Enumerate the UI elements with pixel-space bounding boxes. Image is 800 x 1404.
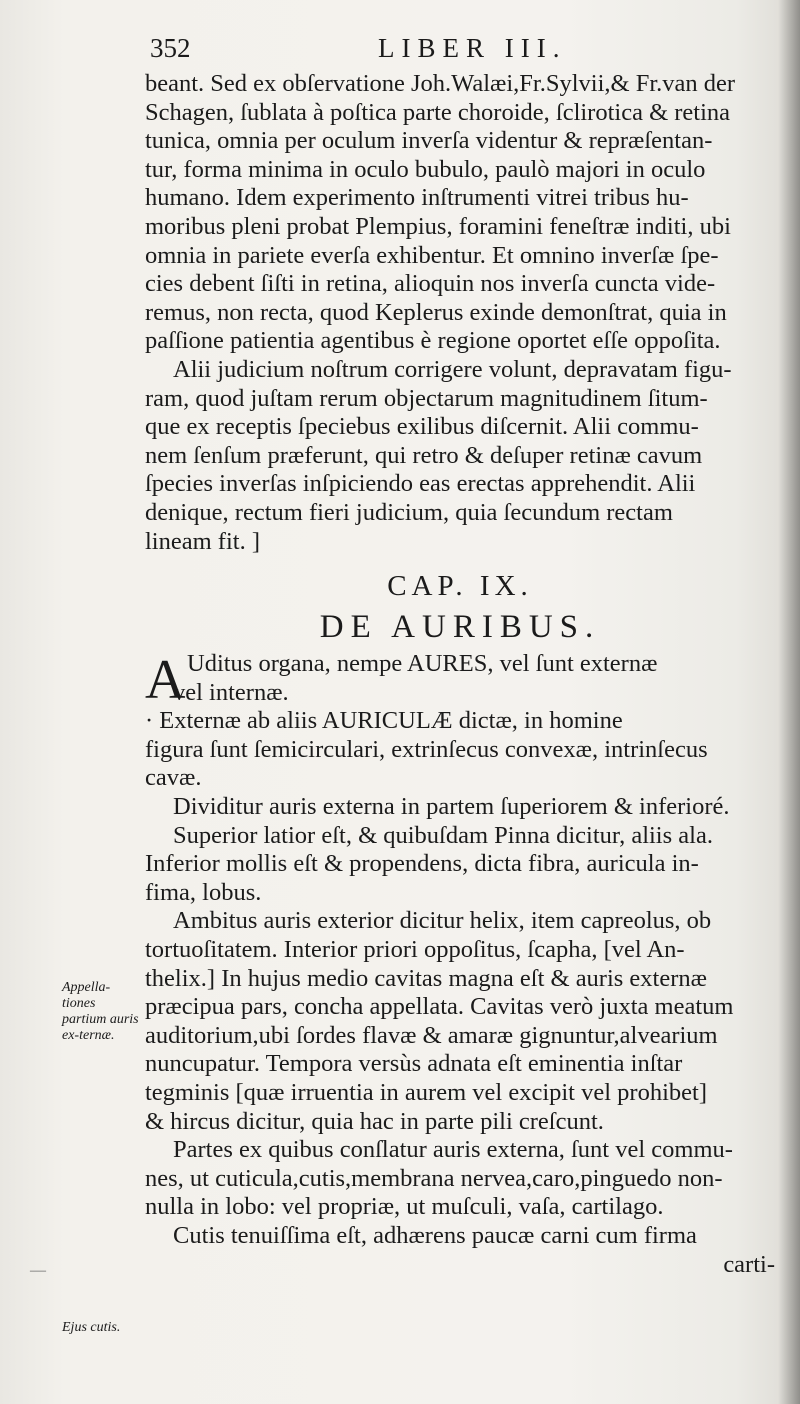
page-header: [150, 30, 750, 66]
running-head: LIBER III.: [378, 33, 567, 63]
text-line: carti-: [723, 1250, 775, 1278]
text-line: omnia in pariete everſa exhibentur. Et omnino inverſæ ſpe-: [145, 241, 719, 269]
text-line: tegminis [quæ irruentia in aurem vel excipit vel prohibet]: [145, 1079, 707, 1106]
text-line: figura ſunt ſemicirculari, extrinſecus convexæ, intrinſecus: [145, 735, 708, 763]
text-line: humano. Idem experimento inſtrumenti vitrei tribus hu-: [145, 184, 689, 212]
text-line: Superior latior eſt, & quibuſdam Pinna dicitur, aliis ala.: [173, 821, 713, 849]
text-line: beant. Sed ex obſervatione Joh.Walæi,Fr.Sylvii,& Fr.van der: [145, 70, 736, 97]
chapter-label: CAP. IX.: [387, 570, 533, 603]
text-line: remus, non recta, quod Keplerus exinde demonſtrat, quia in: [145, 298, 727, 326]
text-line: vel internæ.: [173, 678, 289, 706]
text-line: tortuoſitatem. Interior priori oppoſitus, ſcapha, [vel An-: [145, 936, 685, 964]
margin-note-cutis: Ejus cutis.: [62, 1320, 121, 1335]
margin-mark: —: [30, 1262, 46, 1279]
text-line: Dividitur auris externa in partem ſuperiorem & inferioré.: [173, 793, 730, 821]
text-line: Alii judicium noſtrum corrigere volunt, depravatam figu-: [173, 355, 732, 383]
text-line: Ambitus auris exterior dicitur helix, item capreolus, ob: [173, 907, 712, 935]
text-line: Cutis tenuiſſima eſt, adhærens paucæ carni cum firma: [173, 1221, 697, 1249]
margin-note-appellationes: Appella-tiones partium auris ex-ternæ.: [62, 980, 139, 1043]
text-line: nes, ut cuticula,cutis,membrana nervea,caro,pinguedo non-: [145, 1164, 723, 1192]
text-line: & hircus dicitur, quia hac in parte pili creſcunt.: [145, 1107, 604, 1135]
text-line: Partes ex quibus conſlatur auris externa, ſunt vel commu-: [173, 1136, 733, 1164]
text-line: Schagen, ſublata à poſtica parte choroide, ſclirotica & retina: [145, 98, 731, 126]
text-line: fima, lobus.: [145, 878, 262, 906]
body-text: [145, 70, 775, 1279]
text-line: Inferior mollis eſt & propendens, dicta fibra, auricula in-: [145, 850, 699, 878]
text-line: ſpecies inverſas inſpiciendo eas erectas apprehendit. Alii: [145, 470, 696, 498]
text-line: que ex receptis ſpeciebus exilibus diſcernit. Alii commu-: [145, 413, 699, 441]
text-line: cies debent ſiſti in retina, alioquin nos inverſa cuncta vide-: [145, 270, 716, 298]
chapter-title: DE AURIBUS.: [319, 609, 601, 646]
drop-cap: A: [145, 649, 186, 712]
text-line: paſſione patientia agentibus è regione oportet eſſe oppoſita.: [145, 327, 721, 355]
text-line: nem ſenſum præferunt, qui retro & deſuper retinæ cavum: [145, 441, 703, 469]
text-line: lineam fit. ]: [145, 527, 260, 555]
text-line: · Externæ ab aliis AURICULÆ dictæ, in homine: [145, 707, 623, 735]
page-number: 352: [150, 33, 191, 63]
text-line: cavæ.: [145, 764, 202, 792]
text-line: tur, forma minima in oculo bubulo, paulò majori in oculo: [145, 155, 706, 183]
text-line-content: Uditus organa, nempe AURES, vel ſunt externæ: [187, 650, 658, 678]
text-line: denique, rectum fieri judicium, quia ſecundum rectam: [145, 498, 673, 526]
page-gutter-shadow: [778, 0, 800, 1404]
text-line: tunica, omnia per oculum inverſa videntur & repræſentan-: [145, 127, 713, 155]
text-line: nuncupatur. Tempora versùs adnata eſt eminentia inſtar: [145, 1050, 683, 1078]
text-line: auditorium,ubi ſordes flavæ & amaræ gignuntur,alvearium: [145, 1021, 718, 1049]
text-line: moribus pleni probat Plempius, foramini feneſtræ inditi, ubi: [145, 212, 731, 240]
text-line: thelix.] In hujus medio cavitas magna eſt & auris externæ: [145, 964, 707, 992]
text-line: ram, quod juſtam rerum objectarum magnitudinem ſitum-: [145, 384, 708, 412]
text-line: nulla in lobo: vel propriæ, ut muſculi, vaſa, cartilago.: [145, 1193, 664, 1221]
text-line: præcipua pars, concha appellata. Cavitas verò juxta meatum: [145, 993, 734, 1021]
